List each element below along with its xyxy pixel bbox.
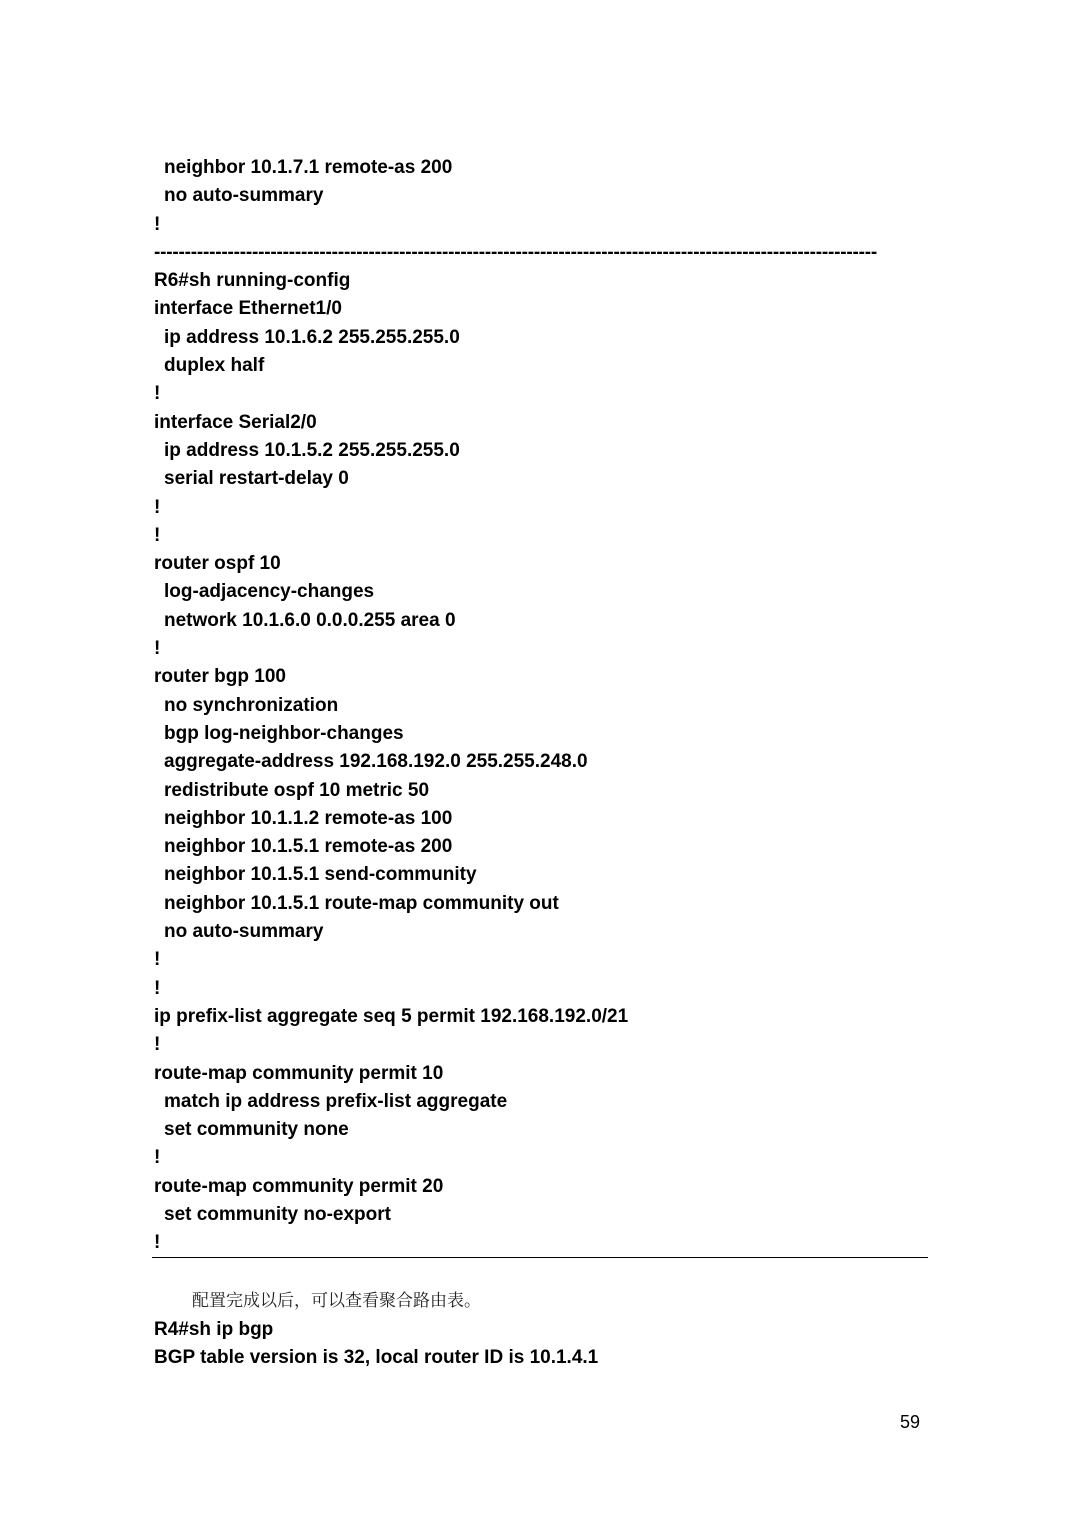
- config-listing: [154, 154, 928, 1258]
- config-line: aggregate-address 192.168.192.0 255.255.248.0: [164, 751, 588, 773]
- config-line: route-map community permit 10: [154, 1062, 444, 1084]
- config-line: !: [154, 949, 161, 971]
- config-line: interface Serial2/0: [154, 411, 317, 433]
- config-line: set community no-export: [164, 1203, 391, 1225]
- caption-text: 配置完成以后，可以查看聚合路由表。: [192, 1291, 481, 1311]
- config-line: !: [154, 1232, 161, 1254]
- config-line: interface Ethernet1/0: [154, 298, 342, 320]
- config-line: !: [154, 1147, 161, 1169]
- config-line: neighbor 10.1.5.1 route-map community out: [164, 892, 559, 914]
- config-line: !: [154, 213, 161, 235]
- config-line: BGP table version is 32, local router ID is 10.1.4.1: [154, 1347, 599, 1369]
- config-line: !: [154, 496, 161, 518]
- config-line: !: [154, 1034, 161, 1056]
- page-number: 59: [899, 1412, 920, 1432]
- config-line: match ip address prefix-list aggregate: [164, 1090, 508, 1112]
- config-line: duplex half: [164, 355, 265, 377]
- config-line: !: [154, 524, 161, 546]
- config-line: bgp log-neighbor-changes: [164, 722, 404, 744]
- horizontal-rule: [152, 1257, 928, 1258]
- r6-running-config: [154, 267, 928, 1257]
- previous-config-tail: [154, 154, 928, 239]
- config-line: serial restart-delay 0: [164, 468, 349, 490]
- config-line: network 10.1.6.0 0.0.0.255 area 0: [164, 609, 456, 631]
- config-line: !: [154, 977, 161, 999]
- config-line: neighbor 10.1.7.1 remote-as 200: [164, 157, 453, 178]
- config-line: neighbor 10.1.5.1 remote-as 200: [164, 836, 453, 858]
- config-line: log-adjacency-changes: [164, 581, 375, 603]
- config-line: ip address 10.1.6.2 255.255.255.0: [164, 326, 460, 348]
- config-line: !: [154, 638, 161, 660]
- after-config-section: [154, 1286, 928, 1373]
- config-line: R6#sh running-config: [154, 270, 351, 292]
- config-line: ip address 10.1.5.2 255.255.255.0: [164, 439, 460, 461]
- config-line: route-map community permit 20: [154, 1175, 444, 1197]
- config-line: no synchronization: [164, 694, 339, 716]
- config-line: no auto-summary: [164, 185, 324, 207]
- config-line: !: [154, 383, 161, 405]
- config-line: router ospf 10: [154, 553, 281, 575]
- config-line: R4#sh ip bgp: [154, 1319, 274, 1340]
- config-line: ip prefix-list aggregate seq 5 permit 192.168.192.0/21: [154, 1005, 629, 1027]
- config-line: redistribute ospf 10 metric 50: [164, 779, 430, 801]
- config-line: neighbor 10.1.5.1 send-community: [164, 864, 477, 886]
- r4-bgp-output: [154, 1316, 928, 1373]
- config-line: neighbor 10.1.1.2 remote-as 100: [164, 807, 453, 829]
- config-line: set community none: [164, 1119, 349, 1141]
- config-line: no auto-summary: [164, 921, 324, 943]
- separator-line: ----------------------------------------------------------------------------------------------------------------------: [154, 241, 878, 263]
- config-line: router bgp 100: [154, 666, 286, 688]
